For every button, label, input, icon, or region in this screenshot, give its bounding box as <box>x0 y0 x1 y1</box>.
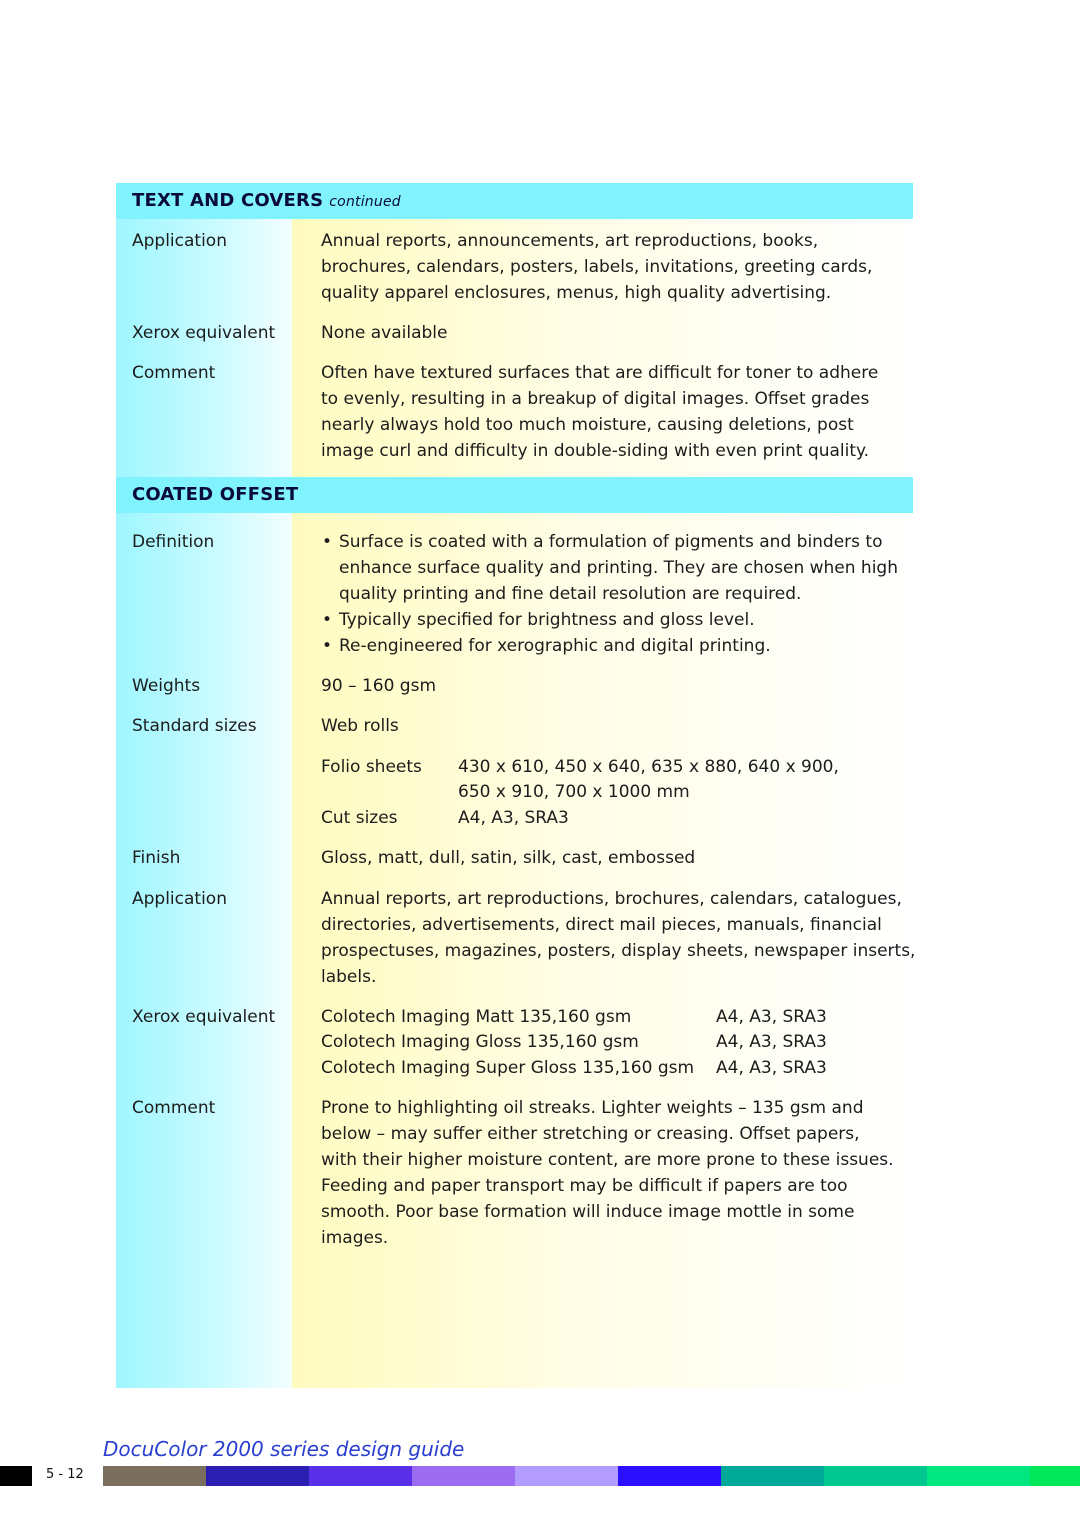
comment-line: images. <box>321 1228 389 1248</box>
application-line: quality apparel enclosures, menus, high quality advertising. <box>321 283 832 303</box>
finish-value: Gloss, matt, dull, satin, silk, cast, embossed <box>321 848 696 868</box>
definition-line: quality printing and fine detail resolution are required. <box>339 584 802 604</box>
color-strip-segment <box>721 1466 824 1486</box>
color-strip-segment <box>206 1466 309 1486</box>
xerox-product-sizes: A4, A3, SRA3 <box>716 1032 827 1052</box>
application-label: Application <box>132 889 227 909</box>
section-title-coated-offset: COATED OFFSET <box>132 484 299 505</box>
continued-note: continued <box>329 194 401 210</box>
color-strip-segment <box>618 1466 721 1486</box>
xerox-product-name: Colotech Imaging Matt 135,160 gsm <box>321 1007 632 1027</box>
standard-sizes-label: Standard sizes <box>132 716 257 736</box>
application-line: brochures, calendars, posters, labels, invitations, greeting cards, <box>321 257 873 277</box>
comment-line: Prone to highlighting oil streaks. Lighter weights – 135 gsm and <box>321 1098 864 1118</box>
xerox-product-name: Colotech Imaging Gloss 135,160 gsm <box>321 1032 639 1052</box>
comment-line: Often have textured surfaces that are difficult for toner to adhere <box>321 363 879 383</box>
comment-line: Feeding and paper transport may be difficult if papers are too <box>321 1176 848 1196</box>
comment-line: with their higher moisture content, are more prone to these issues. <box>321 1150 894 1170</box>
comment-line: smooth. Poor base formation will induce image mottle in some <box>321 1202 855 1222</box>
cut-sizes-label: Cut sizes <box>321 808 398 828</box>
color-strip-segment <box>103 1466 206 1486</box>
cut-sizes-value: A4, A3, SRA3 <box>458 808 569 828</box>
xerox-product-name: Colotech Imaging Super Gloss 135,160 gsm <box>321 1058 695 1078</box>
folio-sheets-label: Folio sheets <box>321 757 422 777</box>
web-rolls-text: Web rolls <box>321 716 399 736</box>
xerox-product-sizes: A4, A3, SRA3 <box>716 1007 827 1027</box>
comment-line: image curl and difficulty in double-siding with even print quality. <box>321 441 870 461</box>
color-strip-segment <box>824 1466 927 1486</box>
definition-line: Surface is coated with a formulation of pigments and binders to <box>339 532 883 552</box>
bullet-icon: • <box>322 532 333 552</box>
xerox-equivalent-value: None available <box>321 323 448 343</box>
comment-label: Comment <box>132 363 216 383</box>
xerox-equivalent-label: Xerox equivalent <box>132 1007 276 1027</box>
footer-guide-title: DocuColor 2000 series design guide <box>103 1437 465 1461</box>
xerox-equivalent-label: Xerox equivalent <box>132 323 276 343</box>
bullet-icon: • <box>322 610 333 630</box>
comment-line: below – may suffer either stretching or creasing. Offset papers, <box>321 1124 860 1144</box>
color-strip-segment <box>927 1466 1030 1486</box>
definition-line: Typically specified for brightness and gloss level. <box>339 610 755 630</box>
color-strip-segment <box>412 1466 515 1486</box>
section-title: TEXT AND COVERS <box>132 190 324 211</box>
comment-line: nearly always hold too much moisture, causing deletions, post <box>321 415 854 435</box>
application-line: prospectuses, magazines, posters, display sheets, newspaper inserts, <box>321 941 916 961</box>
weights-value: 90 – 160 gsm <box>321 676 436 696</box>
weights-label: Weights <box>132 676 201 696</box>
section-title-text-and-covers <box>132 190 401 211</box>
definition-line: Re-engineered for xerographic and digital printing. <box>339 636 771 656</box>
definition-label: Definition <box>132 532 215 552</box>
finish-label: Finish <box>132 848 181 868</box>
definition-line: enhance surface quality and printing. They are chosen when high <box>339 558 898 578</box>
page-number: 5 - 12 <box>46 1467 84 1482</box>
folio-sizes-line: 650 x 910, 700 x 1000 mm <box>458 782 690 802</box>
xerox-product-sizes: A4, A3, SRA3 <box>716 1058 827 1078</box>
application-line: Annual reports, announcements, art reproductions, books, <box>321 231 819 251</box>
application-line: directories, advertisements, direct mail pieces, manuals, financial <box>321 915 882 935</box>
color-strip-segment <box>309 1466 412 1486</box>
application-line: labels. <box>321 967 377 987</box>
color-strip-segment <box>515 1466 618 1486</box>
bullet-icon: • <box>322 636 333 656</box>
application-label: Application <box>132 231 227 251</box>
comment-line: to evenly, resulting in a breakup of digital images. Offset grades <box>321 389 870 409</box>
label-column-background <box>116 219 292 1388</box>
color-strip-segment <box>1030 1466 1080 1486</box>
folio-sizes-line: 430 x 610, 450 x 640, 635 x 880, 640 x 900, <box>458 757 839 777</box>
page-number-marker <box>0 1466 32 1486</box>
comment-label: Comment <box>132 1098 216 1118</box>
application-line: Annual reports, art reproductions, brochures, calendars, catalogues, <box>321 889 902 909</box>
